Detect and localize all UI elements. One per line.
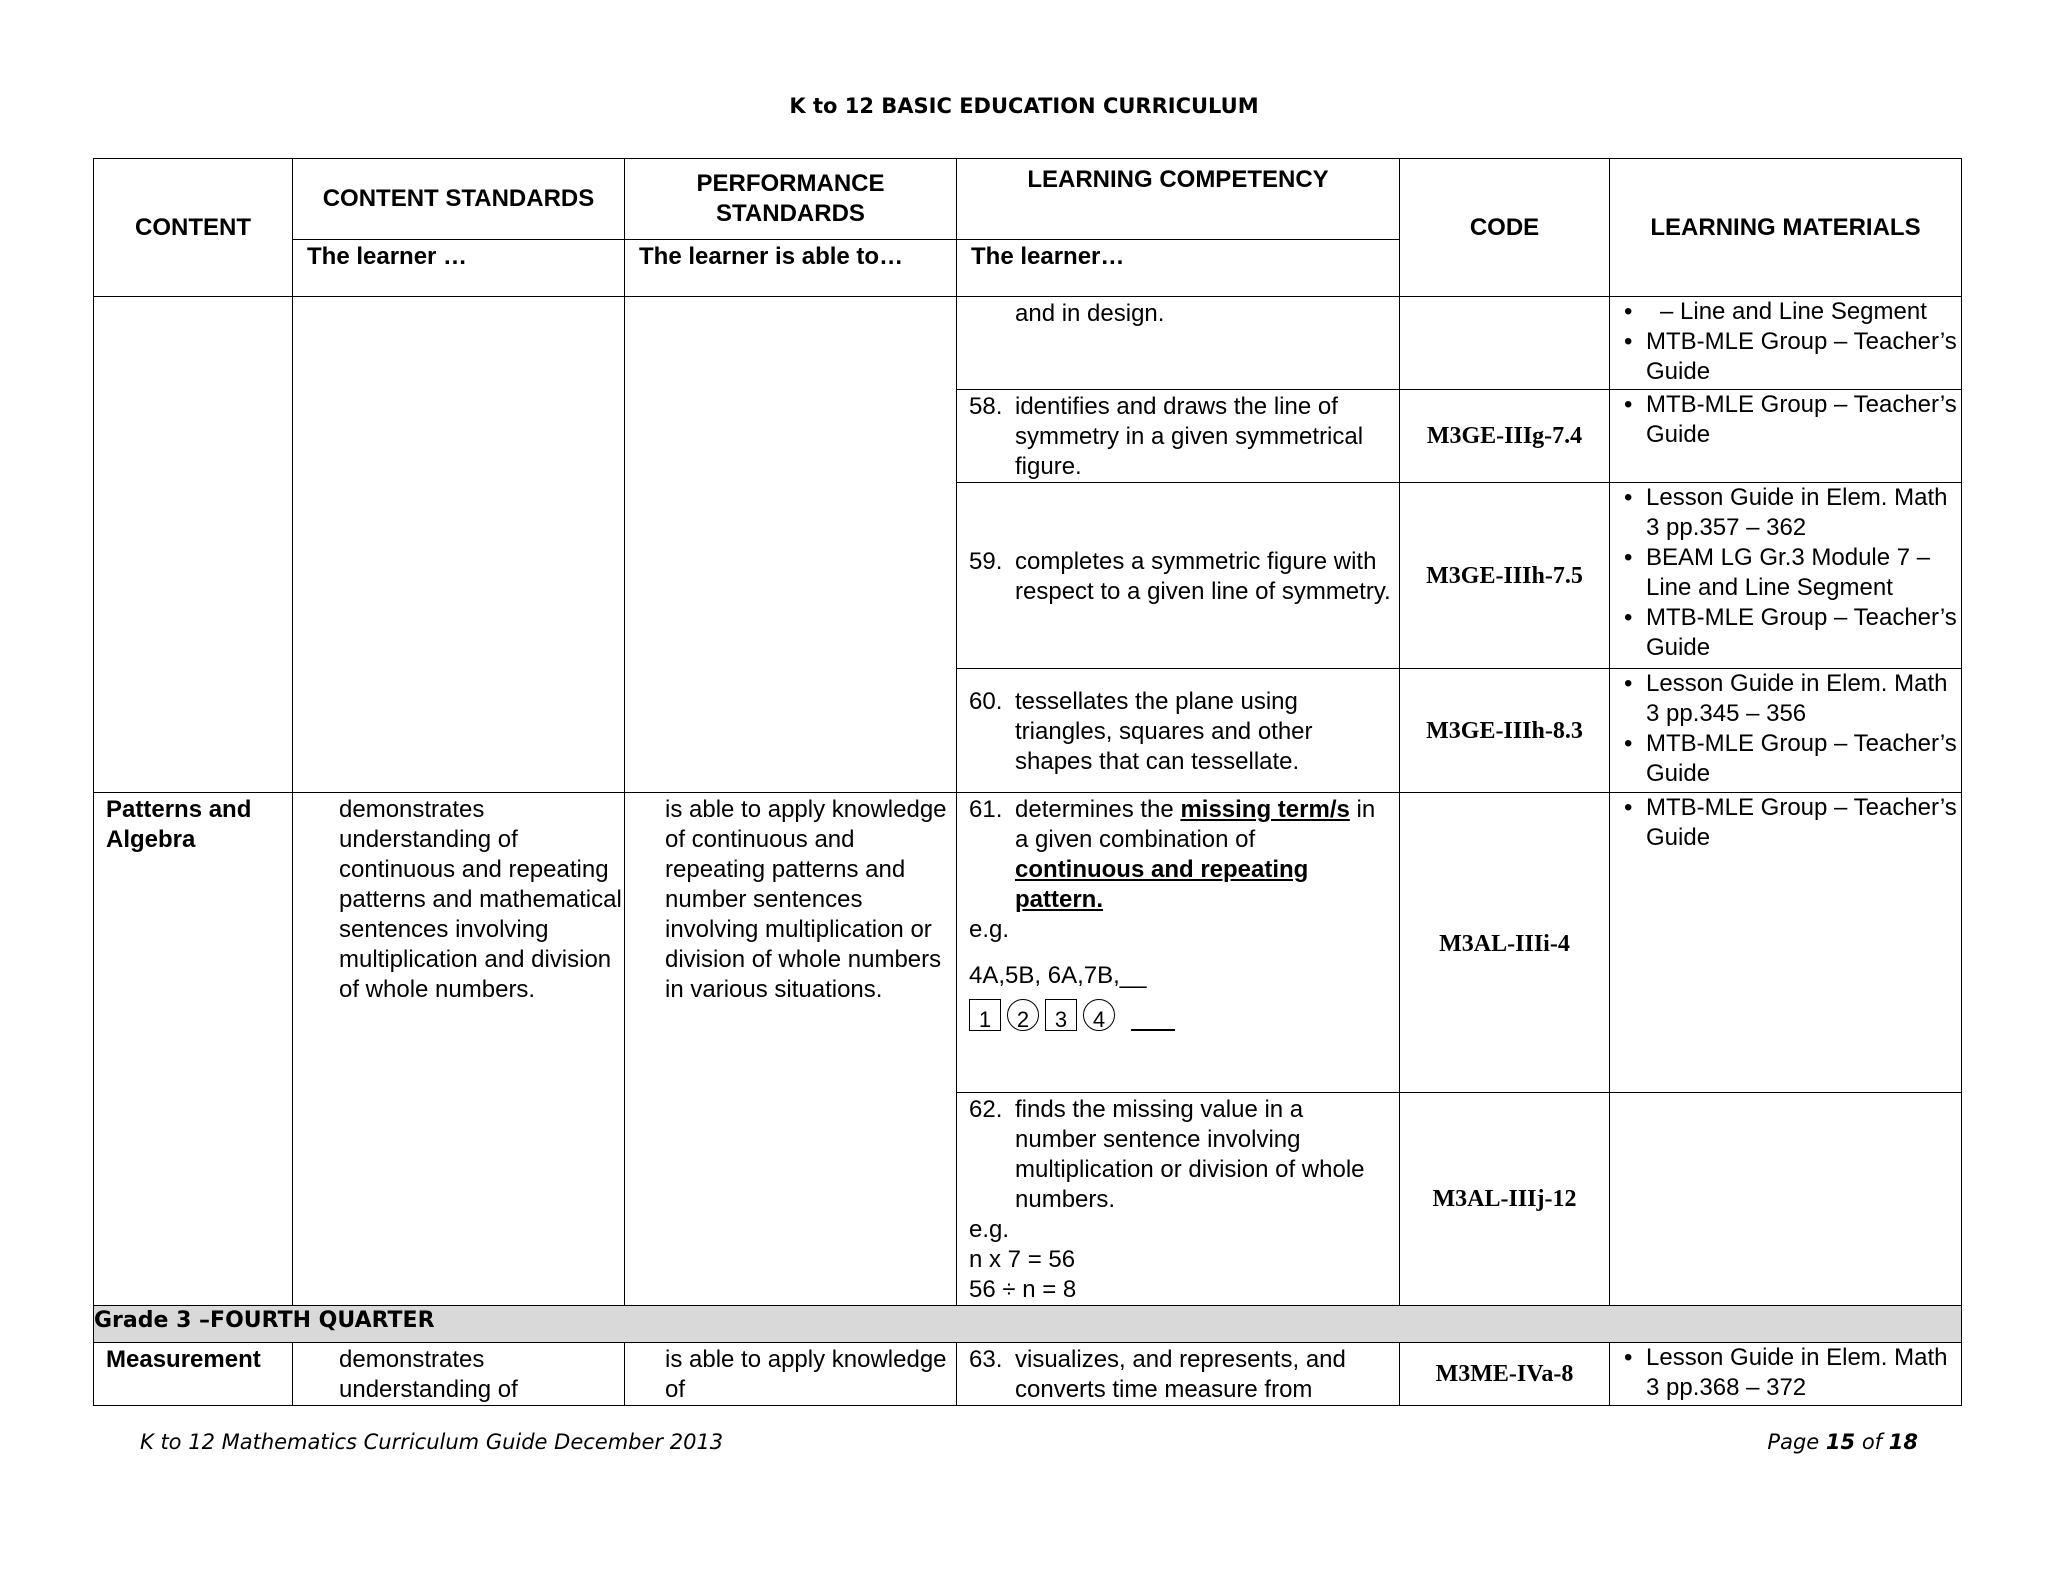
- code-cell: M3GE-IIIh-8.3: [1400, 669, 1610, 793]
- competency-cell: [957, 669, 1400, 793]
- header-content: CONTENT: [94, 159, 293, 297]
- competency-cell: [957, 483, 1400, 669]
- competency-text: visualizes, and represents, and converts time measure from: [1015, 1346, 1346, 1403]
- example-label: e.g.: [969, 916, 1010, 943]
- competency-text: completes a symmetric figure with respect to a given line of symmetry.: [1015, 547, 1391, 605]
- header-content-standards: CONTENT STANDARDS: [293, 159, 625, 240]
- page-number: [1767, 1430, 1918, 1454]
- materials-cell: [1610, 483, 1962, 669]
- materials-continuation: [1624, 297, 1957, 327]
- page-total: 18: [1888, 1430, 1918, 1454]
- competency-text-part: determines the: [1015, 796, 1174, 823]
- blank-line: [1131, 1003, 1175, 1031]
- content-standard-cell: demonstrates understanding of: [293, 1343, 625, 1406]
- list-item: • BEAM LG Gr.3 Module 7 – Line and Line Segment: [1624, 543, 1957, 603]
- page-current: 15: [1825, 1430, 1856, 1454]
- table-row: [94, 297, 1962, 390]
- competency-text: [1015, 795, 1391, 915]
- content-standard-cell-empty: [293, 297, 625, 793]
- example-pattern: 4A,5B, 6A,7B,__: [969, 962, 1147, 989]
- competency-text: tessellates the plane using triangles, squares and other shapes that can tessellate.: [1015, 687, 1313, 775]
- code-cell-empty: [1400, 297, 1610, 390]
- competency-cell: [957, 1343, 1400, 1406]
- code-cell: M3GE-IIIg-7.4: [1400, 390, 1610, 483]
- performance-standard-cell-empty: [625, 297, 957, 793]
- materials-cell: [1610, 297, 1962, 390]
- competency-cell: [957, 297, 1400, 390]
- table-row: [94, 1343, 1962, 1406]
- header-learning-competency: LEARNING COMPETENCY: [957, 159, 1400, 240]
- example-label: e.g.: [969, 1216, 1010, 1243]
- code-cell: M3ME-IVa-8: [1400, 1343, 1610, 1406]
- table-row: [94, 793, 1962, 1093]
- content-standard-cell: demonstrates understanding of continuous and repeating patterns and mathematical sentences involving multiplication and division of whole numbers.: [293, 793, 625, 1306]
- list-item: • Lesson Guide in Elem. Math 3 pp.368 – 372: [1624, 1343, 1957, 1403]
- competency-number: 59.: [969, 547, 1003, 575]
- competency-emphasis: missing term/s: [1180, 796, 1350, 823]
- list-item: • MTB-MLE Group – Teacher’s Guide: [1624, 603, 1957, 663]
- circle-shape: 2: [1007, 999, 1039, 1031]
- quarter-label: Grade 3 –FOURTH QUARTER: [94, 1306, 1962, 1343]
- subheader-performance-standards: The learner is able to…: [625, 240, 957, 297]
- competency-number: 60.: [969, 687, 1003, 715]
- list-item: • Lesson Guide in Elem. Math 3 pp.357 – 362: [1624, 483, 1957, 543]
- performance-standard-cell: is able to apply knowledge of: [625, 1343, 957, 1406]
- quarter-row: [94, 1306, 1962, 1343]
- example-equation: 56 ÷ n = 8: [969, 1276, 1077, 1303]
- competency-text: identifies and draws the line of symmetry in a given symmetrical figure.: [1015, 393, 1364, 480]
- page-header: K to 12 BASIC EDUCATION CURRICULUM: [789, 94, 1259, 118]
- competency-text: and in design.: [1015, 300, 1165, 327]
- materials-cell: [1610, 390, 1962, 483]
- competency-cell: [957, 1093, 1400, 1306]
- competency-cell: [957, 793, 1400, 1093]
- square-shape: 1: [969, 999, 1001, 1031]
- header-row: [94, 159, 1962, 240]
- competency-number: 58.: [969, 393, 1003, 420]
- materials-cell: [1610, 1343, 1962, 1406]
- page-of: of: [1861, 1430, 1883, 1454]
- curriculum-table: [93, 158, 1962, 1406]
- materials-cell: [1610, 793, 1962, 1093]
- subheader-learning-competency: The learner…: [957, 240, 1400, 297]
- code-cell: M3AL-IIIj-12: [1400, 1093, 1610, 1306]
- code-cell: M3GE-IIIh-7.5: [1400, 483, 1610, 669]
- performance-standard-cell: is able to apply knowledge of continuous and repeating patterns and number sentences involving multiplication or division of whole numbers in various situations.: [625, 793, 957, 1306]
- competency-text: finds the missing value in a number sentence involving multiplication or division of whole numbers.: [1015, 1096, 1365, 1213]
- list-item: • MTB-MLE Group – Teacher’s Guide: [1624, 390, 1957, 450]
- circle-shape: 4: [1083, 999, 1115, 1031]
- competency-cell: [957, 390, 1400, 483]
- competency-number: 62.: [969, 1096, 1003, 1123]
- competency-number: 61.: [969, 796, 1003, 823]
- page-prefix: Page: [1767, 1430, 1820, 1454]
- footer-title: K to 12 Mathematics Curriculum Guide December 2013: [140, 1430, 724, 1454]
- header-code: CODE: [1400, 159, 1610, 297]
- header-learning-materials: LEARNING MATERIALS: [1610, 159, 1962, 297]
- competency-number: 63.: [969, 1346, 1003, 1373]
- materials-text: – Line and Line Segment: [1660, 298, 1927, 325]
- subheader-content-standards: The learner …: [293, 240, 625, 297]
- header-performance-standards: PERFORMANCE STANDARDS: [625, 159, 957, 240]
- competency-emphasis: continuous and repeating pattern.: [1015, 856, 1309, 913]
- shape-pattern: [969, 999, 1391, 1031]
- content-cell: Measurement: [94, 1343, 293, 1406]
- example-equation: n x 7 = 56: [969, 1246, 1076, 1273]
- list-item: • MTB-MLE Group – Teacher’s Guide: [1624, 729, 1957, 789]
- list-item: • MTB-MLE Group – Teacher’s Guide: [1624, 793, 1957, 853]
- competency-text-part: in a given combination of: [1015, 796, 1376, 853]
- content-cell-empty: [94, 297, 293, 793]
- materials-cell: [1610, 669, 1962, 793]
- list-item: • MTB-MLE Group – Teacher’s Guide: [1624, 327, 1957, 387]
- materials-cell-empty: [1610, 1093, 1962, 1306]
- content-cell: Patterns and Algebra: [94, 793, 293, 1306]
- code-cell: M3AL-IIIi-4: [1400, 793, 1610, 1093]
- square-shape: 3: [1045, 999, 1077, 1031]
- list-item: • Lesson Guide in Elem. Math 3 pp.345 – 356: [1624, 669, 1957, 729]
